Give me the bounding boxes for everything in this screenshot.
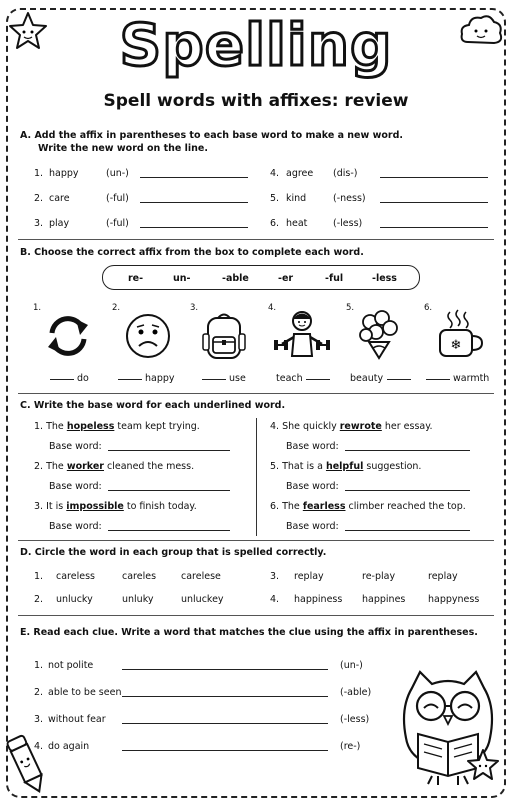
divider [18, 393, 494, 394]
c-sentence: 6. The fearless climber reached the top. [270, 501, 466, 512]
b-word: do [77, 373, 89, 384]
answer-line[interactable] [306, 370, 330, 380]
choice-word[interactable]: unluky [122, 594, 154, 605]
section-e-instruction: E. Read each clue. Write a word that matches the clue using the affix in parentheses. [20, 627, 478, 638]
answer-line[interactable] [140, 193, 248, 203]
answer-line[interactable] [380, 218, 488, 228]
answer-line[interactable] [345, 441, 470, 451]
answer-line[interactable] [50, 370, 74, 380]
section-b-instruction: B. Choose the correct affix from the box to complete each word. [20, 247, 364, 258]
flower-bouquet-icon [354, 308, 404, 362]
affix-option: un- [173, 273, 191, 284]
choice-word[interactable]: happyness [428, 594, 480, 605]
recycle-arrows-icon [42, 311, 94, 361]
answer-line[interactable] [122, 714, 328, 724]
choice-word[interactable]: replay [428, 571, 458, 582]
c-sentence: 3. It is impossible to finish today. [34, 501, 197, 512]
c-sentence: 5. That is a helpful suggestion. [270, 461, 422, 472]
section-a-instruction: A. Add the affix in parentheses to each base word to make a new word. [20, 130, 403, 141]
choice-word[interactable]: careles [122, 571, 157, 582]
divider [18, 239, 494, 240]
section-c-instruction: C. Write the base word for each underlined word. [20, 400, 286, 411]
answer-line[interactable] [122, 741, 328, 751]
section-d-instruction: D. Circle the word in each group that is spelled correctly. [20, 547, 327, 558]
answer-line[interactable] [140, 218, 248, 228]
page-title: Spelling [119, 11, 393, 79]
b-word: use [229, 373, 246, 384]
answer-line[interactable] [380, 168, 488, 178]
answer-line[interactable] [380, 193, 488, 203]
c-sentence: 2. The worker cleaned the mess. [34, 461, 195, 472]
c-sentence: 4. She quickly rewrote her essay. [270, 421, 433, 432]
hot-mug-icon [434, 308, 484, 360]
svg-text:❄: ❄ [450, 338, 462, 353]
choice-word[interactable]: happines [362, 594, 406, 605]
answer-line[interactable] [426, 370, 450, 380]
affix-option: -less [372, 273, 397, 284]
pencil-doodle-icon [4, 732, 50, 798]
backpack-icon [200, 310, 248, 360]
sad-face-icon [124, 312, 172, 360]
divider [18, 540, 494, 541]
answer-line[interactable] [387, 370, 411, 380]
b-word: beauty [350, 373, 384, 384]
affix-option: -ful [325, 273, 344, 284]
answer-line[interactable] [108, 441, 230, 451]
choice-word[interactable]: re-play [362, 571, 396, 582]
choice-word[interactable]: unluckey [181, 594, 224, 605]
section-a-instruction-2: Write the new word on the line. [38, 143, 208, 154]
answer-line[interactable] [122, 687, 328, 697]
choice-word[interactable]: happiness [294, 594, 343, 605]
girl-with-dumbbells-icon [272, 308, 332, 362]
answer-line[interactable] [118, 370, 142, 380]
answer-line[interactable] [345, 481, 470, 491]
page-subtitle: Spell words with affixes: review [103, 91, 409, 111]
answer-line[interactable] [122, 660, 328, 670]
divider [18, 615, 494, 616]
c-sentence: 1. The hopeless team kept trying. [34, 421, 200, 432]
b-word: teach [276, 373, 303, 384]
affix-option: -er [278, 273, 294, 284]
star-doodle-icon [466, 748, 500, 782]
choice-word[interactable]: careless [56, 571, 95, 582]
affix-option: -able [222, 273, 249, 284]
answer-line[interactable] [202, 370, 226, 380]
answer-line[interactable] [108, 521, 230, 531]
answer-line[interactable] [108, 481, 230, 491]
b-word: warmth [453, 373, 490, 384]
choice-word[interactable]: replay [294, 571, 324, 582]
b-word: happy [145, 373, 175, 384]
worksheet-page: Spelling Spell words with affixes: review A. Add the affix in parentheses to each base word to make a new word. Write the new word on the line. 1. happy (un-) 2. care (-ful) 3. play (-ful) 4. agree (dis-) 5. kind (-ness) 6. heat (-less) B. Choose the correct affix from the box to complete each word. re- un- -able -er -ful -less 1. 2. 3. 4. 5. 6. ❄ do happy use teach beauty warmth C. Write the base word for each underlined word. 1. The hopeless team kept trying. Base word: 2. The worker cleaned the mess. Base word: 3. It is impossible to finish today. Base word: 4. She quickly rewrote her essay. Base word: 5. That is a helpful suggestion. Base word: 6. The fearless climber reached the top. Base word: D. Circle the word in each group that is spelled correctly. 1. careless careles carelese 3. replay re-play replay 2. unlucky unluky unluckey 4. happiness happines happyness E. Read each clue. Write a word that matches the clue using the affix in parentheses. 1. not polite (un-) 2. able to be seen (-able) 3. without fear (-less) 4. do again (re-) [0, 0, 512, 805]
affix-option: re- [128, 273, 144, 284]
choice-word[interactable]: unlucky [56, 594, 93, 605]
choice-word[interactable]: carelese [181, 571, 221, 582]
answer-line[interactable] [345, 521, 470, 531]
answer-line[interactable] [140, 168, 248, 178]
column-divider [256, 418, 257, 536]
